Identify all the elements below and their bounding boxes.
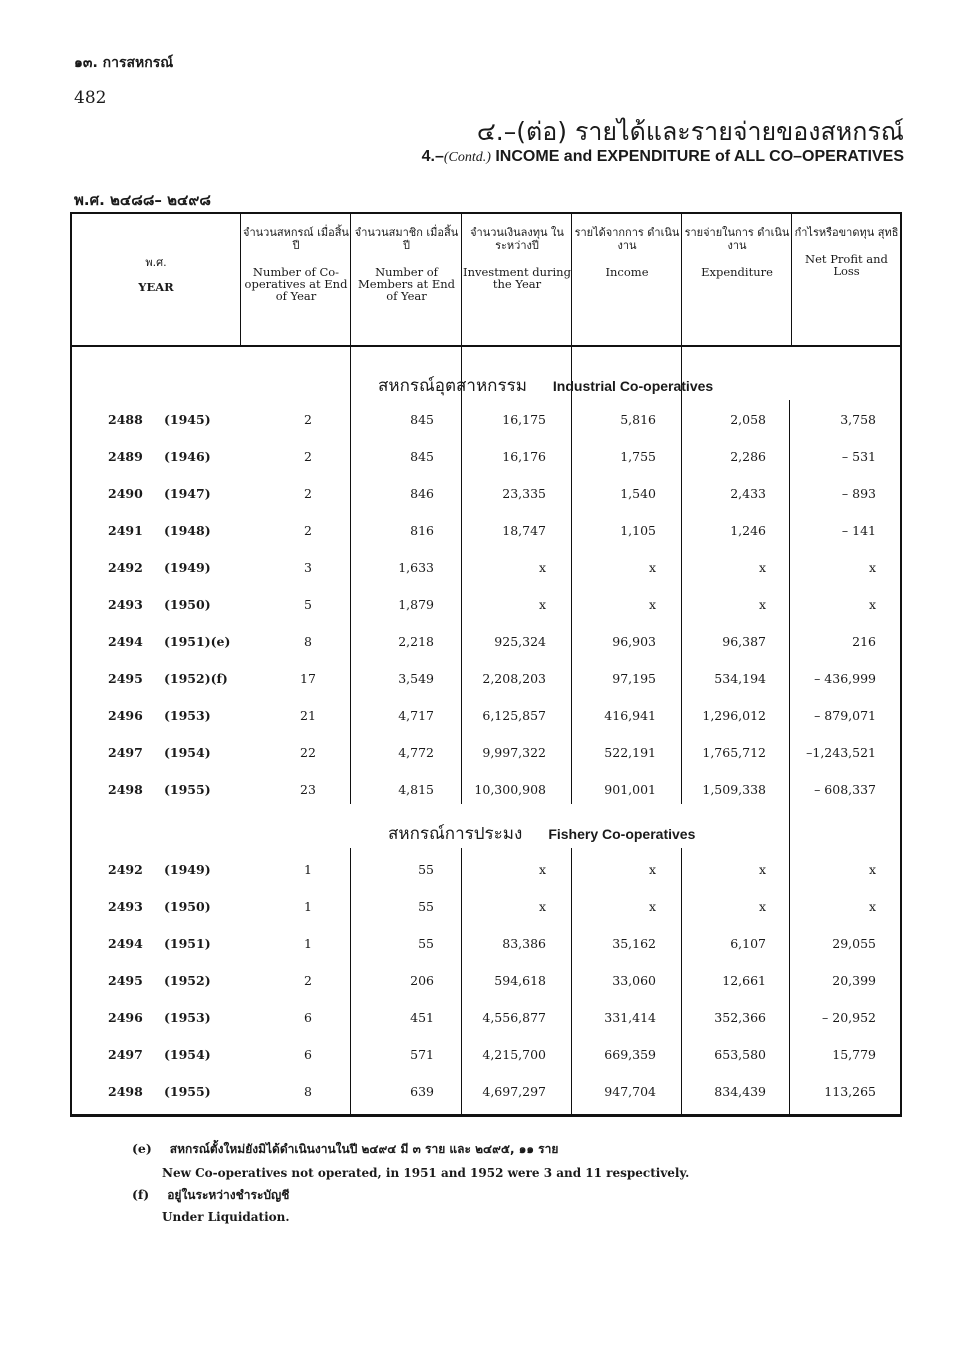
investment-cell: 18,747 (502, 523, 546, 538)
coops-cell: 1 (304, 899, 312, 914)
section-header: ๑๓. การสหกรณ์ (74, 55, 174, 71)
income-cell: 1,540 (620, 486, 656, 501)
coops-cell: 3 (304, 560, 312, 575)
expenditure-cell: 834,439 (714, 1084, 766, 1099)
members-cell: 4,815 (398, 782, 434, 797)
expenditure-cell: x (758, 597, 766, 612)
expenditure-cell: x (758, 899, 766, 914)
net-cell: 3,758 (840, 412, 876, 427)
income-cell: 669,359 (604, 1047, 656, 1062)
footnote-mark: (e) (132, 1141, 152, 1156)
footnote-english: New Co-operatives not operated, in 1951 and 1952 were 3 and 11 respectively. (162, 1166, 690, 1180)
year-be-cell: 2494 (108, 634, 143, 649)
column-divider (571, 848, 572, 1116)
net-cell: x (868, 899, 876, 914)
year-be-cell: 2495 (108, 973, 143, 988)
net-cell: x (868, 560, 876, 575)
income-cell: 97,195 (612, 671, 656, 686)
header-divider (70, 345, 902, 347)
net-cell: – 436,999 (814, 671, 876, 686)
section-title-fishery (350, 820, 902, 847)
column-divider (350, 214, 351, 804)
members-cell: 845 (410, 412, 434, 427)
net-cell: – 141 (841, 523, 876, 538)
expenditure-cell: x (758, 560, 766, 575)
column-divider (789, 400, 790, 1116)
expenditure-cell: 352,366 (714, 1010, 766, 1025)
members-cell: 206 (410, 973, 434, 988)
investment-cell: x (538, 597, 546, 612)
net-cell: – 893 (841, 486, 876, 501)
coops-cell: 2 (304, 523, 312, 538)
members-cell: 846 (410, 486, 434, 501)
year-be-cell: 2498 (108, 1084, 143, 1099)
year-be-cell: 2493 (108, 899, 143, 914)
coops-cell: 5 (304, 597, 312, 612)
expenditure-cell: 2,286 (730, 449, 766, 464)
expenditure-cell: 2,058 (730, 412, 766, 427)
coops-cell: 1 (304, 936, 312, 951)
column-header-english: Investment during the Year (463, 265, 571, 291)
column-header-thai: จำนวนสมาชิก เมื่อสิ้นปี (354, 226, 459, 252)
income-cell: 522,191 (604, 745, 656, 760)
column-header-expenditure (683, 226, 791, 278)
footnote-f (132, 1186, 289, 1205)
net-cell: 29,055 (832, 936, 876, 951)
year-ce-cell: (1951)(e) (164, 634, 231, 649)
year-be-cell: 2488 (108, 412, 143, 427)
income-cell: 1,755 (620, 449, 656, 464)
column-divider (240, 214, 241, 346)
investment-cell: x (538, 862, 546, 877)
investment-cell: x (538, 899, 546, 914)
column-header-english: Number of Co-operatives at End of Year (244, 265, 348, 303)
period-label: พ.ศ. ๒๔๘๘– ๒๔๙๘ (74, 191, 211, 209)
year-ce-cell: (1954) (164, 1047, 211, 1062)
footnote-e (132, 1140, 558, 1159)
net-cell: 113,265 (824, 1084, 876, 1099)
income-cell: 33,060 (612, 973, 656, 988)
members-cell: 845 (410, 449, 434, 464)
members-cell: 639 (410, 1084, 434, 1099)
expenditure-cell: 96,387 (722, 634, 766, 649)
column-header-income (573, 226, 681, 278)
table-title-thai: ๔.–(ต่อ) รายได้และรายจ่ายของสหกรณ์ (476, 117, 904, 146)
investment-cell: 4,697,297 (482, 1084, 546, 1099)
column-header-english: Income (605, 265, 649, 279)
members-cell: 451 (410, 1010, 434, 1025)
income-cell: 35,162 (612, 936, 656, 951)
investment-cell: 594,618 (494, 973, 546, 988)
expenditure-cell: 1,296,012 (702, 708, 766, 723)
year-ce-cell: (1949) (164, 862, 211, 877)
column-divider (681, 848, 682, 1116)
year-be-cell: 2498 (108, 782, 143, 797)
year-be-cell: 2497 (108, 745, 143, 760)
year-ce-cell: (1946) (164, 449, 211, 464)
income-cell: 331,414 (604, 1010, 656, 1025)
members-cell: 55 (418, 899, 434, 914)
column-divider (350, 848, 351, 1116)
footnote-thai: สหกรณ์ตั้งใหม่ยังมิได้ดำเนินงานในปี ๒๔๙๔ มี ๓ ราย และ ๒๔๙๕, ๑๑ ราย (169, 1142, 559, 1156)
year-be-cell: 2490 (108, 486, 143, 501)
year-be-cell: 2491 (108, 523, 143, 538)
section-title-thai: สหกรณ์อุตสาหกรรม (378, 376, 527, 396)
section-title-thai: สหกรณ์การประมง (388, 824, 523, 844)
members-cell: 2,218 (398, 634, 434, 649)
footnote-thai: อยู่ในระหว่างชำระบัญชี (167, 1188, 290, 1202)
coops-cell: 2 (304, 449, 312, 464)
column-header-thai: จำนวนสหกรณ์ เมื่อสิ้นปี (243, 226, 349, 252)
expenditure-cell: 1,509,338 (702, 782, 766, 797)
investment-cell: 83,386 (502, 936, 546, 951)
income-cell: x (648, 862, 656, 877)
year-ce-cell: (1947) (164, 486, 211, 501)
column-divider (571, 214, 572, 804)
column-header-members (352, 226, 461, 302)
table-title-english (422, 148, 904, 166)
expenditure-cell: 1,246 (730, 523, 766, 538)
investment-cell: 9,997,322 (482, 745, 546, 760)
year-be-cell: 2496 (108, 1010, 143, 1025)
column-header-thai: จำนวนเงินลงทุน ในระหว่างปี (470, 226, 564, 252)
column-header-thai: รายได้จากการ ดำเนินงาน (574, 226, 680, 252)
column-divider (461, 848, 462, 1116)
expenditure-cell: 534,194 (714, 671, 766, 686)
year-ce-cell: (1945) (164, 412, 211, 427)
coops-cell: 23 (300, 782, 316, 797)
year-ce-cell: (1953) (164, 708, 211, 723)
income-cell: 416,941 (604, 708, 656, 723)
expenditure-cell: x (758, 862, 766, 877)
year-ce-cell: (1954) (164, 745, 211, 760)
investment-cell: 10,300,908 (474, 782, 546, 797)
coops-cell: 8 (304, 634, 312, 649)
section-title-english: Industrial Co-operatives (552, 378, 714, 394)
column-header-english: YEAR (138, 280, 174, 294)
column-header-thai: พ.ศ. (145, 256, 167, 269)
income-cell: x (648, 597, 656, 612)
year-ce-cell: (1948) (164, 523, 211, 538)
expenditure-cell: 6,107 (730, 936, 766, 951)
expenditure-cell: 1,765,712 (702, 745, 766, 760)
year-ce-cell: (1950) (164, 597, 211, 612)
year-be-cell: 2496 (108, 708, 143, 723)
coops-cell: 2 (304, 486, 312, 501)
members-cell: 816 (410, 523, 434, 538)
year-be-cell: 2492 (108, 560, 143, 575)
year-ce-cell: (1955) (164, 1084, 211, 1099)
column-divider (461, 214, 462, 804)
coops-cell: 6 (304, 1047, 312, 1062)
coops-cell: 17 (300, 671, 316, 686)
income-cell: 1,105 (620, 523, 656, 538)
column-divider (791, 214, 792, 346)
contd-label: (Contd.) (443, 150, 491, 165)
footnote-english: Under Liquidation. (162, 1210, 290, 1224)
column-header-english: Expenditure (701, 265, 773, 279)
table-number: 4.– (421, 148, 444, 165)
year-ce-cell: (1951) (164, 936, 211, 951)
net-cell: – 608,337 (814, 782, 876, 797)
column-header-english: Net Profit and Loss (805, 252, 888, 278)
column-header-net (793, 226, 900, 277)
year-ce-cell: (1953) (164, 1010, 211, 1025)
year-ce-cell: (1952) (164, 973, 211, 988)
section-title-industrial (350, 372, 902, 399)
column-header-thai: รายจ่ายในการ ดำเนินงาน (684, 226, 790, 252)
page-number: 482 (74, 88, 107, 108)
year-be-cell: 2493 (108, 597, 143, 612)
investment-cell: 23,335 (502, 486, 546, 501)
income-cell: x (648, 560, 656, 575)
column-header-english: Number of Members at End of Year (357, 265, 455, 303)
expenditure-cell: 12,661 (722, 973, 766, 988)
coops-cell: 2 (304, 412, 312, 427)
year-be-cell: 2497 (108, 1047, 143, 1062)
members-cell: 4,717 (398, 708, 434, 723)
investment-cell: 16,175 (502, 412, 546, 427)
members-cell: 55 (418, 862, 434, 877)
column-header-thai: กำไรหรือขาดทุน สุทธิ (794, 226, 899, 239)
members-cell: 3,549 (398, 671, 434, 686)
income-cell: 901,001 (604, 782, 656, 797)
investment-cell: 4,556,877 (482, 1010, 546, 1025)
investment-cell: 6,125,857 (482, 708, 546, 723)
net-cell: x (868, 862, 876, 877)
expenditure-cell: 653,580 (714, 1047, 766, 1062)
section-title-english: Fishery Co-operatives (548, 826, 696, 842)
coops-cell: 2 (304, 973, 312, 988)
investment-cell: 4,215,700 (482, 1047, 546, 1062)
table-title-text: INCOME and EXPENDITURE of ALL CO–OPERATIVES (495, 148, 904, 165)
investment-cell: 2,208,203 (482, 671, 546, 686)
income-cell: 96,903 (612, 634, 656, 649)
column-header-investment (463, 226, 571, 290)
coops-cell: 1 (304, 862, 312, 877)
year-be-cell: 2492 (108, 862, 143, 877)
column-header-coops (242, 226, 350, 302)
members-cell: 4,772 (398, 745, 434, 760)
net-cell: – 20,952 (822, 1010, 876, 1025)
year-ce-cell: (1949) (164, 560, 211, 575)
net-cell: – 531 (841, 449, 876, 464)
year-be-cell: 2489 (108, 449, 143, 464)
members-cell: 1,633 (398, 560, 434, 575)
year-be-cell: 2494 (108, 936, 143, 951)
year-ce-cell: (1952)(f) (164, 671, 228, 686)
investment-cell: 925,324 (494, 634, 546, 649)
net-cell: –1,243,521 (806, 745, 876, 760)
net-cell: 216 (852, 634, 876, 649)
coops-cell: 21 (300, 708, 316, 723)
year-be-cell: 2495 (108, 671, 143, 686)
column-divider (681, 214, 682, 804)
net-cell: 20,399 (832, 973, 876, 988)
year-ce-cell: (1955) (164, 782, 211, 797)
coops-cell: 8 (304, 1084, 312, 1099)
coops-cell: 6 (304, 1010, 312, 1025)
members-cell: 1,879 (398, 597, 434, 612)
expenditure-cell: 2,433 (730, 486, 766, 501)
coops-cell: 22 (300, 745, 316, 760)
net-cell: – 879,071 (814, 708, 876, 723)
column-header-year (72, 256, 240, 293)
members-cell: 571 (410, 1047, 434, 1062)
net-cell: 15,779 (832, 1047, 876, 1062)
income-cell: 5,816 (620, 412, 656, 427)
income-cell: x (648, 899, 656, 914)
investment-cell: 16,176 (502, 449, 546, 464)
year-ce-cell: (1950) (164, 899, 211, 914)
income-cell: 947,704 (604, 1084, 656, 1099)
members-cell: 55 (418, 936, 434, 951)
net-cell: x (868, 597, 876, 612)
footnote-mark: (f) (132, 1187, 150, 1202)
investment-cell: x (538, 560, 546, 575)
